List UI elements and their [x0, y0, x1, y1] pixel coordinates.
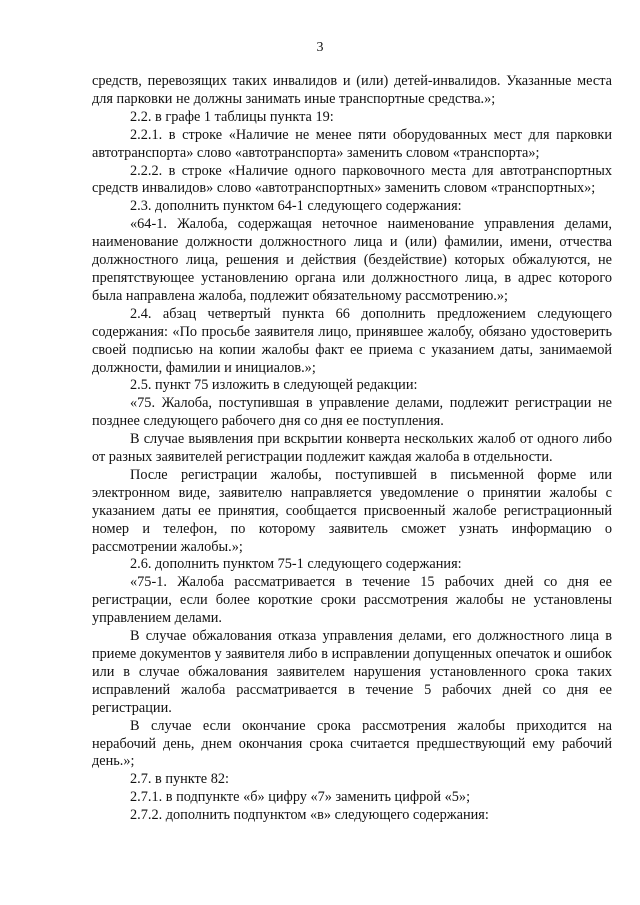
paragraph: средств, перевозящих таких инвалидов и (или) детей-инвалидов. Указанные места для парковки не должны занимать иные транспортные средства.»; — [92, 73, 612, 107]
paragraph: 2.2.1. в строке «Наличие не менее пяти оборудованных мест для парковки автотранспорта» слово «автотранспорта» заменить словом «транспорта»; — [92, 126, 612, 161]
paragraph: 2.2. в графе 1 таблицы пункта 19: — [130, 108, 334, 125]
paragraph: 2.2.2. в строке «Наличие одного парковочного места для автотранспортных средств инвалидов» слово «автотранспортных» заменить словом «транспортных»; — [92, 162, 612, 197]
paragraph: «75-1. Жалоба рассматривается в течение 15 рабочих дней со дня ее регистрации, если более короткие сроки рассмотрения жалобы не установлены управлением делами. — [92, 574, 612, 627]
paragraph: 2.4. абзац четвертый пункта 66 дополнить предложением следующего содержания: «По просьбе заявителя лицо, принявшее жалобу, обязано удостоверить своей подписью на копии жалобы факт ее приема с указанием даты, занимаемой должности, фамилии и инициалов.»; — [92, 305, 612, 376]
page-number: 3 — [316, 40, 324, 55]
paragraph: 2.5. пункт 75 изложить в следующей редакции: — [130, 377, 418, 394]
paragraph: «75. Жалоба, поступившая в управление делами, подлежит регистрации не позднее следующего рабочего дня со дня ее поступления. — [92, 395, 612, 430]
paragraph: 2.3. дополнить пунктом 64-1 следующего содержания: — [130, 198, 462, 215]
paragraph: В случае если окончание срока рассмотрения жалобы приходится на нерабочий день, днем окончания срока считается предшествующий ему рабочий день.»; — [92, 717, 612, 770]
paragraph: В случае обжалования отказа управления делами, его должностного лица в приеме документов у заявителя либо в исправлении допущенных опечаток и ошибок или в случае обжалования заявителем нарушения установленного срока таких исправлений жалоба рассматривается в течение 5 рабочих дней со дня ее регистрации. — [92, 628, 612, 716]
paragraph: В случае выявления при вскрытии конверта нескольких жалоб от одного либо от разных заявителей регистрации подлежит каждая жалоба в отдельности. — [92, 431, 612, 466]
paragraph: 2.6. дополнить пунктом 75-1 следующего содержания: — [130, 556, 462, 573]
paragraph: После регистрации жалобы, поступившей в письменной форме или электронном виде, заявителю направляется уведомление о принятии жалобы с указанием даты ее принятия, сообщается присвоенный жалобе регистрационный номер и телефон, по которому заявитель сможет узнать информацию о рассмотрении жалобы.»; — [92, 466, 612, 555]
document-body — [92, 73, 612, 825]
paragraph: «64-1. Жалоба, содержащая неточное наименование управления делами, наименование должности должностного лица и (или) фамилии, имени, отчества должностного лица, решения и действия (бездействие) которых обжалуются, не препятствующее установлению органа или должностного лица, в адрес которого была направлена жалоба, подлежит обязательному рассмотрению.»; — [92, 216, 612, 304]
paragraph: 2.7.2. дополнить подпунктом «в» следующего содержания: — [130, 807, 489, 824]
paragraph: 2.7.1. в подпункте «б» цифру «7» заменить цифрой «5»; — [130, 789, 471, 806]
paragraph: 2.7. в пункте 82: — [130, 771, 229, 788]
